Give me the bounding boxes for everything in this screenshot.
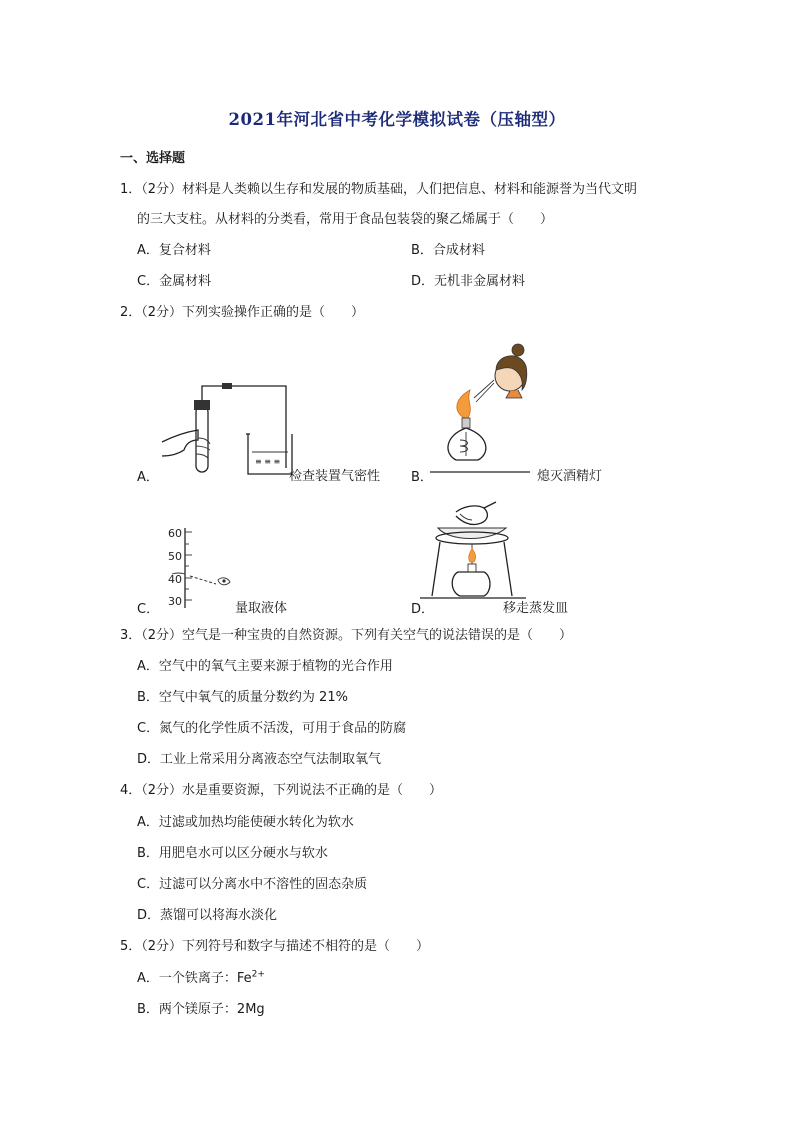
- question-5-option-b[interactable]: B．两个镁原子：2Mg: [137, 1002, 265, 1017]
- question-3-option-c[interactable]: C．氮气的化学性质不活泼，可用于食品的防腐: [137, 721, 407, 736]
- question-4-stem: 4．（2分）水是重要资源，下列说法不正确的是（ ）: [120, 783, 443, 798]
- question-4-option-d[interactable]: D．蒸馏可以将海水淡化: [137, 908, 278, 923]
- evaporating-dish-figure: [420, 492, 530, 608]
- question-1-stem-line1: 1．（2分）材料是人类赖以生存和发展的物质基础，人们把信息、材料和能源誉为当代文明: [120, 182, 638, 197]
- alcohol-lamp-figure: [430, 336, 540, 486]
- question-1-option-d[interactable]: D．无机非金属材料: [411, 274, 526, 289]
- question-4-option-a[interactable]: A．过滤或加热均能使硬水转化为软水: [137, 815, 354, 830]
- question-3-stem: 3．（2分）空气是一种宝贵的自然资源。下列有关空气的说法错误的是（ ）: [120, 628, 573, 643]
- figure-a-caption: 检查装置气密性: [289, 469, 381, 484]
- question-2-option-d[interactable]: D．: [411, 602, 435, 617]
- question-1-option-c[interactable]: C．金属材料: [137, 274, 212, 289]
- question-3-option-b[interactable]: B．空气中氧气的质量分数约为 21%: [137, 690, 348, 705]
- question-3-option-a[interactable]: A．空气中的氧气主要来源于植物的光合作用: [137, 659, 393, 674]
- cylinder-tick-50: 50: [168, 550, 182, 563]
- question-1-option-a[interactable]: A．复合材料: [137, 243, 211, 258]
- question-2-option-a[interactable]: A．: [137, 470, 159, 485]
- figure-b-caption: 熄灭酒精灯: [537, 469, 603, 484]
- cylinder-tick-60: 60: [168, 527, 182, 540]
- question-1-option-b[interactable]: B．合成材料: [411, 243, 485, 258]
- airtightness-check-figure: [160, 380, 295, 480]
- figure-d-caption: 移走蒸发皿: [503, 601, 569, 616]
- figure-c-caption: 量取液体: [235, 601, 288, 616]
- question-1-stem-line2: 的三大支柱。从材料的分类看，常用于食品包装袋的聚乙烯属于（ ）: [137, 212, 554, 227]
- question-3-option-d[interactable]: D．工业上常采用分离液态空气法制取氧气: [137, 752, 382, 767]
- section-heading: 一、选择题: [120, 151, 186, 166]
- page-title: 2021年河北省中考化学模拟试卷（压轴型）: [228, 110, 566, 129]
- question-4-option-c[interactable]: C．过滤可以分离水中不溶性的固态杂质: [137, 877, 368, 892]
- question-5-stem: 5．（2分）下列符号和数字与描述不相符的是（ ）: [120, 939, 430, 954]
- cylinder-tick-30: 30: [168, 595, 182, 608]
- cylinder-tick-40: 40: [168, 573, 182, 586]
- measuring-cylinder-figure: [160, 528, 240, 610]
- question-2-option-b[interactable]: B．: [411, 470, 433, 485]
- charge-superscript: 2+: [251, 969, 265, 980]
- question-2-stem: 2．（2分）下列实验操作正确的是（ ）: [120, 305, 365, 320]
- question-2-option-c[interactable]: C．: [137, 602, 160, 617]
- question-5-option-a[interactable]: [137, 967, 265, 986]
- svg-text:≡ ≡ ≡: ≡ ≡ ≡: [255, 457, 281, 466]
- question-5-option-a-text: A．一个铁离子：Fe: [137, 971, 252, 986]
- question-4-option-b[interactable]: B．用肥皂水可以区分硬水与软水: [137, 846, 328, 861]
